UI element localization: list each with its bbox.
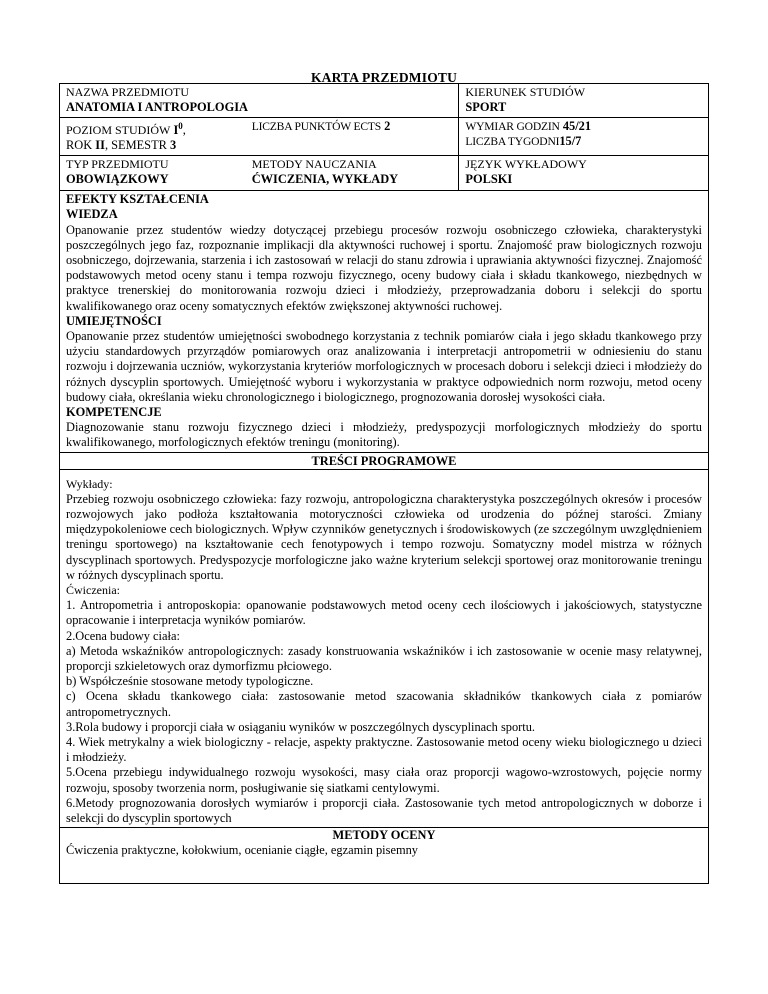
ects-cell [246,118,460,155]
language-cell [459,156,708,190]
type-label: TYP PRZEDMIOTU [66,157,169,172]
course-card-table [59,83,709,884]
type-cell [60,156,246,190]
language-value: POLSKI [465,172,513,187]
year-label: ROK [66,138,93,153]
skills-title: UMIEJĘTNOŚCI [66,313,162,328]
exercises-label: Ćwiczenia: [66,583,120,597]
competence-title: KOMPETENCJE [66,404,162,419]
knowledge-title: WIEDZA [66,207,118,222]
language-label: JĘZYK WYKŁADOWY [465,157,587,172]
exercise-item-3: 3.Rola budowy i proporcji ciała w osiąganiu wyników w poszczególnych dyscyplinach sportu. [66,719,536,734]
exercise-item-2a: a) Metoda wskaźników antropologicznych: zasady konstruowania wskaźników i ich zastosowanie w ocenie masy relatywnej, proporcji szkieletowych oraz dymorfizmu płciowego. [66,643,702,674]
direction-cell [459,84,708,117]
row-program-title [60,453,708,470]
subject-value: ANATOMIA I ANTROPOLOGIA [66,100,248,114]
level-comma: , [182,123,186,138]
hours-value: 45/21 [562,119,592,133]
row-subject [60,84,708,118]
page-title: KARTA PRZEDMIOTU [310,70,458,85]
competence-text: Diagnozowanie stanu rozwoju fizycznego dzieci i młodzieży, predyspozycji morfologicznych młodzieży do sportu kwalifikowanego, morfologicznych efektów treningu (monitoring). [66,420,702,450]
assessment-title: METODY OCENY [332,828,436,843]
exercise-item-2b: b) Współcześnie stosowane metody typologiczne. [66,674,314,689]
program-title: TREŚCI PROGRAMOWE [311,453,457,468]
semester-value: 3 [170,138,177,153]
exercise-item-6: 6.Metody prognozowania dorosłych wymiarów i proporcji ciała. Zastosowanie tych metod antropologicznych w doborze i selekcji do dyscyplin sportowych [66,795,702,826]
direction-value: SPORT [465,100,507,114]
hours-label: WYMIAR GODZIN [465,120,560,133]
exercise-item-1: 1. Antropometria i antroposkopia: opanowanie podstawowych metod oceny cech ilościowych i jakościowych, statystyczne opracowanie i interpretacja wyników pomiarów. [66,598,702,628]
ects-value: 2 [384,119,391,133]
knowledge-text: Opanowanie przez studentów wiedzy dotyczącej przebiegu procesów rozwoju osobniczego człowieka, charakterystyki poszczególnych jego faz, rozpoznanie implikacji dla aktywności ruchowej i sportu. Znajomość praw biologicznych rozwoju osobniczego, dojrzewania, starzenia i ich zastosowań w relacji do stanu zdrowia i uprawiania aktywności fizycznej. Znajomość podstawowych metod oceny stanu i tempa rozwoju fizycznego, oceny budowy ciała i składu tkankowego, niezbędnych w praktyce trenerskiej do monitorowania rozwoju dzieci i młodzieży, przeprowadzania doboru i selekcji do sportu kwalifikowanego oraz oceny somatycznych efektów zwiększonej aktywności ruchowej. [66,222,702,313]
assessment-text: Ćwiczenia praktyczne, kołokwium, ocenianie ciągłe, egzamin pisemny [66,843,418,858]
ects-label: LICZBA PUNKTÓW ECTS [251,120,382,133]
exercise-item-4: 4. Wiek metrykalny a wiek biologiczny - relacje, aspekty praktyczne. Zastosowanie metod oceny wieku biologicznego u dzieci i młodzieży. [66,735,702,765]
exercise-item-5: 5.Ocena przebiegu indywidualnego rozwoju wysokości, masy ciała oraz proporcji wagowo-wzrostowych, pojęcie normy rozwoju, sposoby tworzenia norm, posługiwanie się siatkami centylowymi. [66,765,702,795]
exercise-item-2c: c) Ocena składu tkankowego ciała: zastosowanie metod szacowania składników tkankowych ciała z pomiarów antropometrycznych. [66,689,702,719]
skills-text: Opanowanie przez studentów umiejętności swobodnego korzystania z technik pomiarów ciała i jego składu tkankowego przy użyciu standardowych przyrządów pomiarowych oraz analizowania i interpretacji antropometrii w odniesieniu do stanu rozwoju i dojrzewania uczniów, wykorzystania kryteriów morfologicznych w procesach doboru i selekcji dzieci i młodzieży do różnych dyscyplin sportowych. Umiejętność wyboru i wykorzystania w praktyce odpowiednich norm rozwoju, metod oceny budowy ciała, określania wieku chronologicznego i biologicznego, prognozowania dorosłej wysokości ciała. [66,328,702,404]
row-level [60,118,708,156]
weeks-label: LICZBA TYGODNI [465,135,560,148]
lectures-label: Wykłady: [66,476,113,491]
row-type [60,156,708,191]
assessment-cell [60,828,708,882]
level-sup: 0 [178,121,183,131]
direction-label: KIERUNEK STUDIÓW [465,85,586,99]
level-label: POZIOM STUDIÓW [66,123,171,138]
type-value: OBOWIĄZKOWY [66,172,169,187]
lectures-text: Przebieg rozwoju osobniczego człowieka: fazy rozwoju, antropologiczna charakterystyka poszczególnych okresów i procesów rozwojowych jako podłoża kształtowania motoryczności człowieka od urodzenia do późnej starości. Zmiany międzypokoleniowe cech biologicznych. Wpływ czynników genetycznych i środowiskowych (ze szczególnym uwzględnieniem treningu sportowego) na kształtowanie cech fenotypowych i tempo rozwoju. Somatyczny model mistrza w różnych dyscyplinach sportowych. Predyspozycje morfologiczne jako ważne kryterium selekcji sportowej oraz monitorowanie treningu w różnych dyscyplinach sportu. [66,491,702,582]
exercise-item-2: 2.Ocena budowy ciała: [66,628,180,643]
subject-label: NAZWA PRZEDMIOTU [66,85,189,99]
methods-value: ĆWICZENIA, WYKŁADY [251,172,399,187]
subject-cell [60,84,459,117]
row-assessment [60,828,708,882]
program-cell [60,470,708,828]
outcomes-cell [60,191,708,451]
level-value: I [173,123,179,138]
row-outcomes [60,191,708,452]
outcomes-title: EFEKTY KSZTAŁCENIA [66,192,209,207]
hours-cell [459,118,708,155]
level-cell [60,118,246,155]
methods-label: METODY NAUCZANIA [251,157,377,172]
row-program [60,470,708,829]
weeks-value: 15/7 [559,134,582,148]
semester-label: , SEMESTR [104,138,167,153]
year-value: II [95,138,105,153]
methods-cell [246,156,460,190]
